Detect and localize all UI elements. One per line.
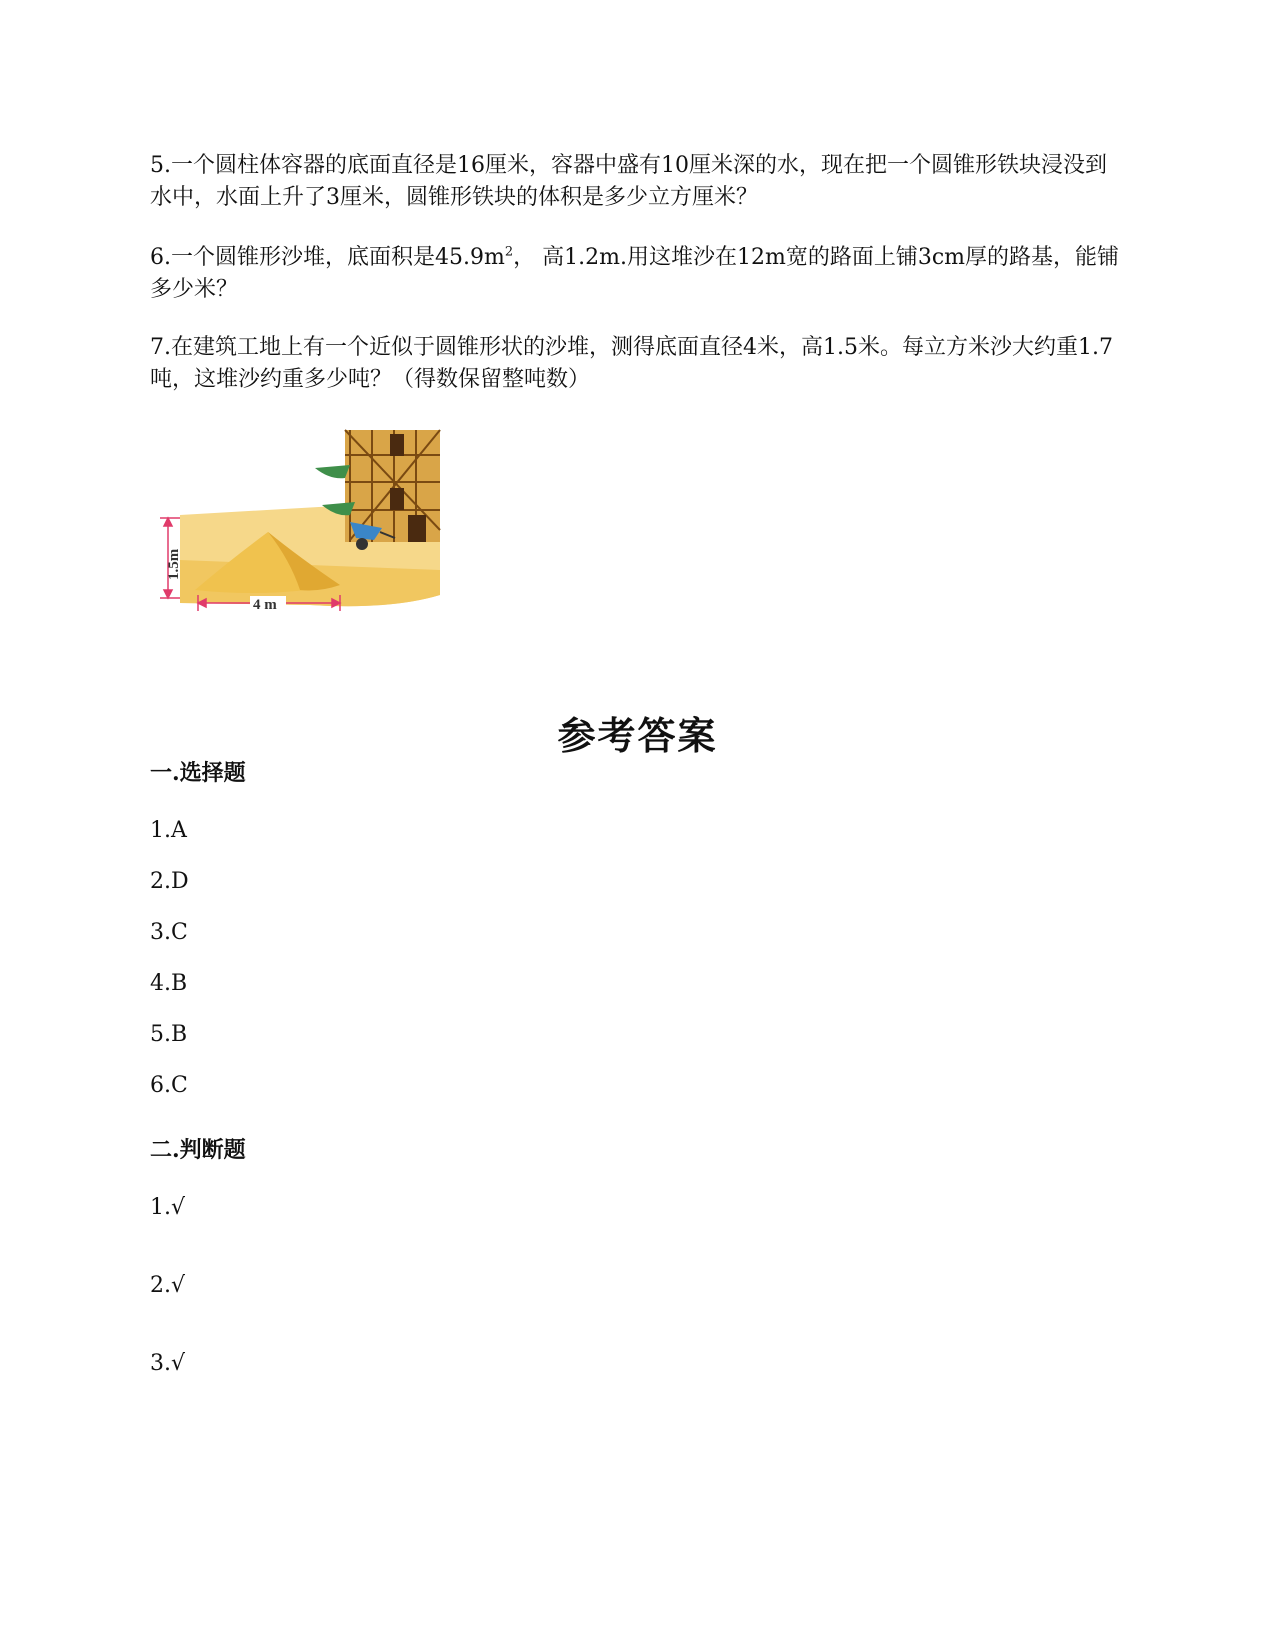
choice-answer-2: 2.D: [150, 869, 189, 894]
question-6: [150, 242, 1125, 306]
choice-answer-5: 5.B: [150, 1022, 188, 1047]
sand-pile-figure: [150, 420, 470, 650]
window: [390, 488, 404, 510]
question-6-superscript: 2: [504, 244, 514, 260]
section-judge-heading: 二.判断题: [150, 1137, 246, 1163]
height-label: 1.5m: [166, 548, 182, 580]
judge-answer-1: 1.√: [150, 1195, 186, 1220]
question-6-text-a: 6.一个圆锥形沙堆，底面积是45.9m: [150, 245, 505, 270]
judge-answer-2: 2.√: [150, 1273, 186, 1298]
question-6-text-b: ， 高1.2m.用这堆沙在12m宽的路面上铺3cm厚的路基，能铺多少米？: [150, 245, 1119, 302]
choice-answer-4: 4.B: [150, 971, 188, 996]
choice-answer-6: 6.C: [150, 1073, 188, 1098]
door: [408, 515, 426, 542]
question-5: 5.一个圆柱体容器的底面直径是16厘米，容器中盛有10厘米深的水，现在把一个圆锥形铁块浸没到水中，水面上升了3厘米，圆锥形铁块的体积是多少立方厘米？: [150, 153, 1107, 210]
window: [390, 434, 404, 456]
width-label: 4 m: [253, 597, 277, 613]
answer-title: 参考答案: [557, 713, 718, 758]
choice-answer-3: 3.C: [150, 920, 188, 945]
judge-answer-3: 3.√: [150, 1351, 186, 1376]
question-7: 7.在建筑工地上有一个近似于圆锥形状的沙堆，测得底面直径4米，高1.5米。每立方米沙大约重1.7吨，这堆沙约重多少吨？（得数保留整吨数）: [150, 335, 1113, 392]
safety-net: [315, 465, 350, 478]
choice-answer-1: 1.A: [150, 818, 187, 843]
section-choice-heading: 一.选择题: [150, 760, 246, 786]
